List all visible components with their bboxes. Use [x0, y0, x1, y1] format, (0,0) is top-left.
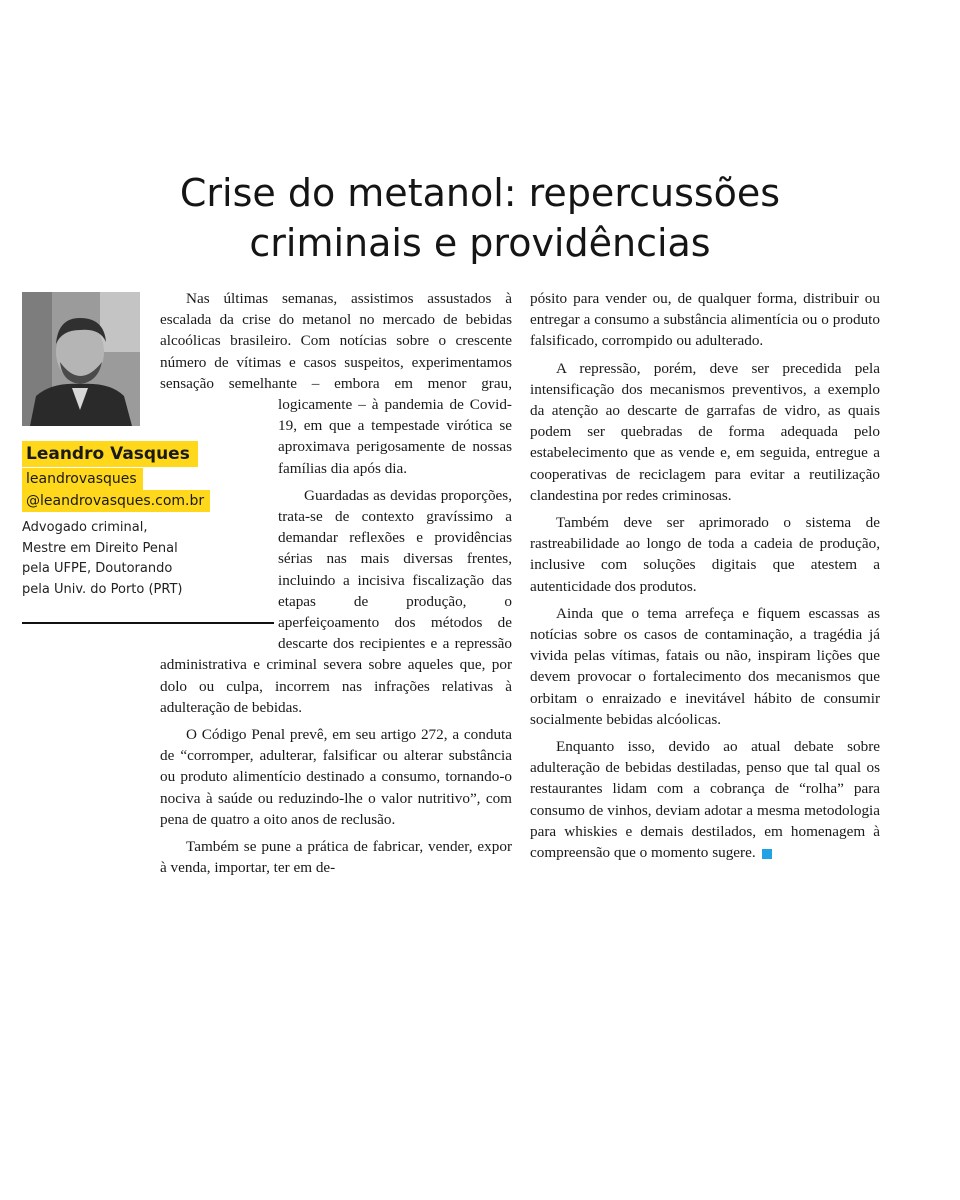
article-column-2	[530, 288, 880, 869]
article-paragraph: Também deve ser aprimorado o sistema de rastreabilidade ao longo de toda a cadeia de produção, inclusive com soluções digitais que atestem a autenticidade dos produtos.	[530, 514, 880, 595]
author-bio-line: pela Univ. do Porto (PRT)	[22, 581, 183, 597]
article-paragraph: O Código Penal prevê, em seu artigo 272, a conduta de “corromper, adulterar, falsificar ou alterar substância ou produto alimentício destinado a consumo, tornando-o nociva à saúde ou reduzindo-lhe o valor nutritivo”, com pena de quatro a oito anos de reclusão.	[160, 726, 512, 828]
author-bio-line: pela UFPE, Doutorando	[22, 561, 173, 576]
article-paragraph: Ainda que o tema arrefeça e fiquem escassas as notícias sobre os casos de contaminação, a tragédia já vivida pelas vítimas, fatais ou não, inspiram lições que devem provocar o fortalecimento dos mecanismos que orbitam o enraizado e inevitável hábito de consumir socialmente bebidas alcóolicas.	[530, 604, 880, 728]
article-paragraph: Também se pune a prática de fabricar, vender, expor à venda, importar, ter em de-	[160, 838, 512, 877]
article-paragraph: Guardadas as devidas proporções, trata-se de contexto gravíssimo a demandar reflexões e providências sérias nas mais diversas frentes, incluindo a incisiva fiscalização das etapas de produção, o aperfeiçoamento dos métodos de descarte dos recipientes e a repressão administrativa e criminal severa sobre aqueles que, por dolo ou culpa, incorrem nas infrações relativas à adulteração de bebidas.	[160, 486, 512, 716]
square-end-mark-icon	[762, 849, 772, 859]
article-paragraph: pósito para vender ou, de qualquer forma, distribuir ou entregar a consumo a substância alimentícia ou o produto falsificado, corrompido ou adulterado.	[530, 290, 880, 350]
article-column-1	[160, 288, 512, 884]
author-box-wrap-space	[150, 415, 278, 649]
author-handle-line-2: @leandrovasques.com.br	[22, 490, 210, 512]
article-title-line-2: criminais e providências	[249, 221, 711, 265]
author-bio-line: Mestre em Direito Penal	[22, 540, 178, 556]
author-name: Leandro Vasques	[22, 441, 198, 467]
author-photo	[22, 292, 140, 426]
author-handle-line-1: leandrovasques	[22, 468, 143, 490]
article-paragraph: A repressão, porém, deve ser precedida pela intensificação dos mecanismos preventivos, a exemplo da atenção ao descarte de garrafas de vidro, as quais podem ser quebradas de forma adequada pelo estabelecimento que as vende e, em seguida, entregue a cooperativas de reciclagem para evitar a reutilização clandestina por redes criminosas.	[530, 359, 880, 504]
article-paragraph	[530, 736, 880, 863]
article-title-line-1: Crise do metanol: repercussões	[179, 171, 781, 215]
author-bio-line: Advogado criminal,	[22, 520, 148, 535]
paragraph-text: Nas últimas semanas, assistimos assustados à escalada da crise do metanol no mercado de bebidas alcoólicas brasileiro. Com notícias sobre o crescente número de vítimas e casos suspeitos, experimentamos sensação semelhante – embora em menor grau, logicamente – à pandemia de Covid-19, em que a tempestade virótica se aproximava perigosamente de nossas famílias dia após dia.	[160, 290, 512, 477]
paragraph-text: Enquanto isso, devido ao atual debate sobre adulteração de bebidas destiladas, penso que tal qual os restaurantes lidam com a cobrança de “rolha” para consumo de vinhos, deviam adotar a mesma metodologia para whiskies e demais destilados, em homenagem à compreensão que o momento sugere.	[530, 738, 880, 862]
author-portrait-icon	[22, 292, 140, 426]
article-title	[0, 168, 960, 268]
